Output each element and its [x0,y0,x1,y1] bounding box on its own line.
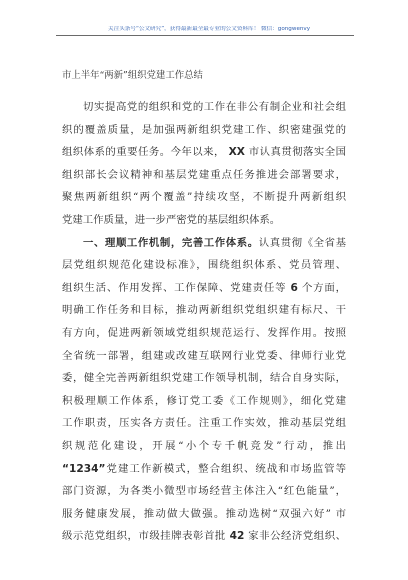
paragraph-line: 工作职责，压实各方责任。注重工作实效，推动基层党组 [62,417,346,430]
paragraph-line: 切实提高党的组织和党的工作在非公有制企业和社会组 [83,101,346,113]
paragraph-line: 明确工作任务和目标，推动两新组织党组织建有标尺、干 [62,304,346,317]
text-run: 组织体系的重要任务。今年以来， [62,146,225,159]
text-run: 个方面， [301,281,346,294]
text-run: 党建工作新模式，整合组织、统战和市场监管等 [105,462,346,475]
text-run: 级示范党组织，市级挂牌表彰首批 [62,530,226,543]
paragraph-line [62,232,346,255]
paragraph-line: 委，健全完善两新组织党建工作领导机制，结合自身实际， [62,372,346,385]
text-run: 市认真贯彻落实全国 [248,146,346,159]
text-run: 42 [229,530,245,543]
document-body [62,96,346,548]
paragraph-line [62,277,346,300]
document-title: 市上半年“两新”组织党建工作总结 [62,70,203,81]
text-run: XX [228,146,245,159]
paragraph-line: 服务健康发展，推动做大做强。推动选树“双强六好” 市 [62,507,346,520]
paragraph-line: 有方向，促进两新领域党组织规范运行、发挥作用。按照 [62,326,346,339]
header-divider [56,35,354,36]
paragraph-line: 积极理顺工作体系，修订党工委《工作规则》，细化党建 [62,394,346,407]
text-run: 家非公经济党组织、 [248,530,346,543]
text-run: 组织生活、作用发挥、工作保障、党建责任等 [62,281,287,294]
paragraph-line: 组织部长会议精神和基层党建重点任务推进会部署要求， [62,168,346,181]
paragraph-line: 党建工作质量，进一步严密党的基层组织体系。 [62,213,281,226]
text-run: 认真贯彻《全省基 [258,236,346,249]
paragraph-line: 层党组织规范化建设标准》，围绕组织体系、党员管理、 [62,259,346,272]
section-heading: 一、理顺工作机制，完善工作体系。 [83,236,259,249]
header-banner: 关注头条号“公文研究”，获得最新最全最专业的公文资料库！ 微信：gongwenvy [108,26,311,32]
paragraph-line: 聚焦两新组织“两个覆盖”持续攻坚，不断提升两新组织 [62,191,346,204]
paragraph-line: 全省统一部署，组建或改建互联网行业党委、律师行业党 [62,349,346,362]
paragraph-line: 部门资源，为各类小微型市场经营主体注入“红色能量”， [62,485,346,498]
paragraph-line [62,141,346,164]
paragraph-line: 织规范化建设，开展“小个专千帆竞发”行动，推出 [62,439,346,452]
text-run: 6 [290,281,298,294]
paragraph-line [62,525,346,548]
paragraph-line: 织的覆盖质量，是加强两新组织党建工作、织密建强党的 [62,123,346,136]
text-run: “1234” [62,462,106,475]
paragraph-line [62,458,346,481]
